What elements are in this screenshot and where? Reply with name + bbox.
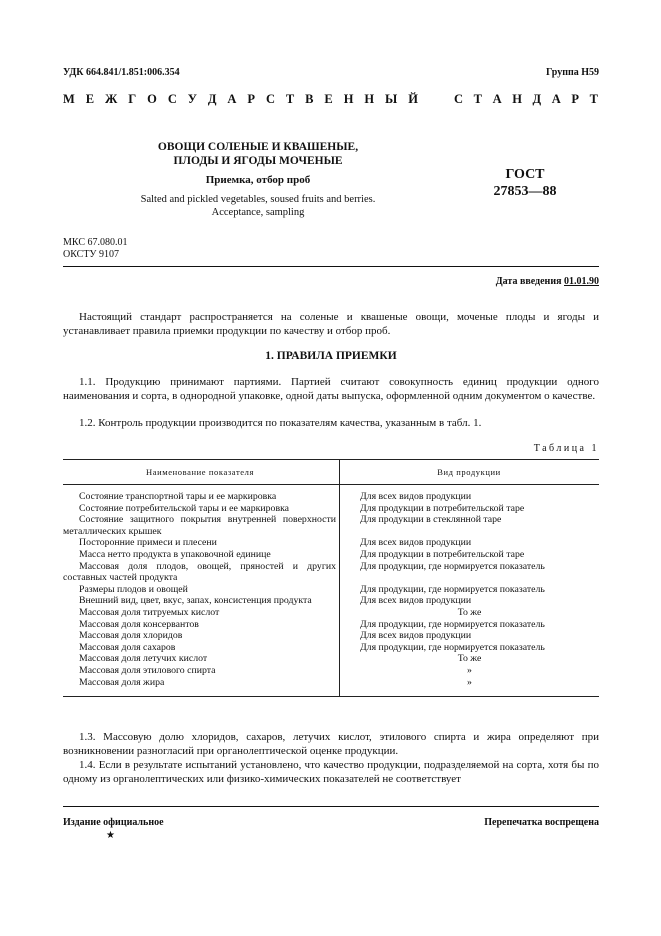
heading-letter: У [187,92,197,106]
official-edition: Издание официальное [63,817,164,828]
heading-letter: Р [571,92,579,106]
product-cell: » [467,676,472,688]
table-row [63,677,599,689]
product-cell: Для продукции, где нормируется показатель [360,641,545,653]
table-row [63,503,599,515]
table-row [63,595,599,607]
product-cell: Для продукции в потребительской таре [360,502,525,514]
table-row [63,549,599,561]
heading-letter: Т [473,92,482,106]
indicator-cell: Посторонние примеси и плесени [63,537,340,549]
product-cell: Для всех видов продукции [360,630,472,642]
heading-letter: Н [364,92,375,106]
interstate-heading [63,92,418,107]
document-subtitle: Приемка, отбор проб [205,174,311,186]
product-cell: Для продукции, где нормируется показатель [360,583,545,595]
heading-letter: В [305,92,314,106]
gost-number: ГОСТ 27853—88 [493,167,557,199]
heading-letter: Г [128,92,137,106]
english-title: Salted and pickled vegetables, soused fruits and berries. Acceptance, sampling [140,194,376,218]
indicator-cell: Массовая доля титруемых кислот [63,607,340,619]
heading-letter: Й [408,92,418,106]
product-cell: Для всех видов продукции [360,491,472,502]
table-caption: Таблица 1 [533,443,599,454]
table-spacer [63,688,340,697]
product-cell: » [467,664,472,676]
table-row [63,607,599,619]
product-cell: Для продукции в стеклянной таре [360,514,502,526]
indicator-cell: Внешний вид, цвет, вкус, запах, консистенция продукта [63,595,340,607]
heading-letter: О [147,92,157,106]
intro-date: Дата введения 01.01.90 [495,276,599,287]
table-row [63,642,599,654]
product-cell: Для продукции, где нормируется показатель [360,560,545,572]
heading-letter: А [227,92,237,106]
intro-paragraph: Настоящий стандарт распространяется на соленые и квашеные овощи, моченые плоды и ягоды и устанавливает правила приемки продукции по качеству и отбор проб. [63,311,599,337]
udk-code: УДК 664.841/1.851:006.354 [63,67,180,78]
indicator-cell: Масса нетто продукта в упаковочной единице [63,549,340,561]
heading-letter: М [63,92,75,106]
product-cell: То же [457,653,482,665]
table-row [63,491,599,503]
heading-letter: С [167,92,177,106]
indicator-cell: Массовая доля плодов, овощей, пряностей и других составных частей продукта [63,561,340,584]
paragraph-1-4: 1.4. Если в результате испытаний установлено, что качество продукции, подразделяемой на сорта, хотя бы по одному из органолептических или физико-химических показателей не соответствует [63,759,599,785]
classification-codes: МКС 67.080.01 ОКСТУ 9107 [63,237,128,260]
paragraph-1-1: 1.1. Продукцию принимают партиями. Партией считают совокупность единиц продукции одного наименования и сорта, в однородной упаковке, одной даты выпуска, оформленной одним документом о качестве. [63,376,599,402]
indicator-cell: Размеры плодов и овощей [63,584,340,596]
product-cell: Для продукции, где нормируется показатель [360,618,545,630]
standard-heading [454,92,598,107]
table-row [63,665,599,677]
heading-letter: Ж [105,92,118,106]
footer-divider [63,806,599,807]
product-cell: Для всех видов продукции [360,537,472,549]
table-row [63,619,599,631]
heading-letter: Д [207,92,217,106]
group-code: Группа Н59 [546,67,599,78]
heading-letter: Р [247,92,256,106]
reprint-notice: Перепечатка воспрещена [484,817,599,828]
indicator-cell: Массовая доля сахаров [63,642,340,654]
product-cell: Для всех видов продукции [360,595,472,607]
heading-letter: С [265,92,275,106]
indicator-cell: Состояние потребительской тары и ее маркировка [63,503,340,515]
document-title: ОВОЩИ СОЛЕНЫЕ И КВАШЕНЫЕ, ПЛОДЫ И ЯГОДЫ МОЧЕНЫЕ [157,141,359,167]
heading-letter: Т [285,92,295,106]
header-divider [63,266,599,267]
paragraph-1-2: 1.2. Контроль продукции производится по показателям качества, указанным в табл. 1. [79,417,482,429]
heading-letter: А [551,92,561,106]
indicator-cell: Состояние транспортной тары и ее маркировка [63,491,340,503]
heading-letter: Ы [385,92,398,106]
heading-letter: Н [512,92,522,106]
table-row [63,653,599,665]
heading-letter: Е [324,92,333,106]
indicator-cell: Массовая доля хлоридов [63,630,340,642]
indicator-cell: Массовая доля летучих кислот [63,653,340,665]
product-cell: Для продукции в потребительской таре [360,548,525,560]
column-header-indicator: Наименование показателя [63,460,340,485]
heading-letter: Н [343,92,354,106]
product-cell: То же [457,606,482,618]
indicator-cell: Массовая доля жира [63,677,340,689]
heading-letter: А [492,92,502,106]
heading-letter: Т [589,92,598,106]
section-heading: 1. ПРАВИЛА ПРИЕМКИ [265,350,397,362]
star-mark: ★ [106,830,115,841]
heading-letter: Е [85,92,95,106]
quality-table [63,459,599,697]
heading-letter: С [454,92,464,106]
table-row [63,630,599,642]
table-row [63,537,599,549]
table-row [63,514,599,537]
indicator-cell: Массовая доля этилового спирта [63,665,340,677]
table-spacer [340,688,600,697]
heading-letter: Д [532,92,542,106]
paragraph-1-3: 1.3. Массовую долю хлоридов, сахаров, летучих кислот, этилового спирта и жира определяют при возникновении разногласий при органолептической оценке продукции. [63,731,599,757]
table-row [63,561,599,584]
indicator-cell: Массовая доля консервантов [63,619,340,631]
column-header-product: Вид продукции [437,467,501,477]
table-row [63,584,599,596]
indicator-cell: Состояние защитного покрытия внутренней поверхности металлических крышек [63,514,340,537]
